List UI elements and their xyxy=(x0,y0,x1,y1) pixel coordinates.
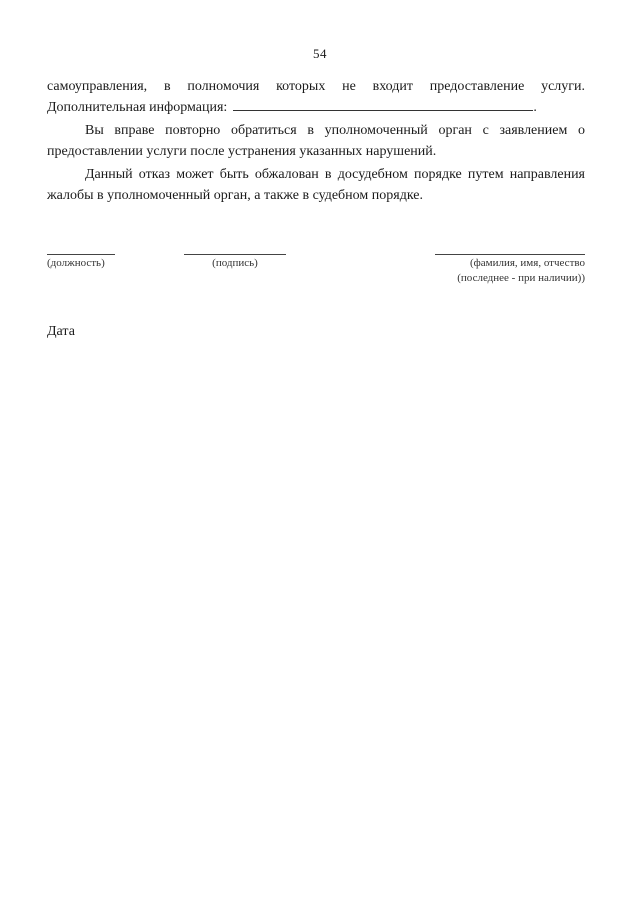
line-1-text: самоуправления, в полномочия которых не входит предоставление услуги. xyxy=(47,79,585,94)
paragraph-reapply: Вы вправе повторно обратиться в уполномоченный орган с заявлением о предоставлении услуги после устранения указанных нарушений. xyxy=(47,123,585,159)
position-caption: (должность) xyxy=(47,257,105,269)
position-block xyxy=(47,240,115,270)
additional-info-label: Дополнительная информация: xyxy=(47,99,228,115)
document-body xyxy=(47,77,585,206)
signature-line xyxy=(184,254,286,255)
position-line xyxy=(47,254,115,255)
name-line xyxy=(435,254,585,255)
name-caption-line-2: (последнее - при наличии)) xyxy=(457,272,585,284)
additional-info-end: . xyxy=(533,99,537,115)
signature-caption: (подпись) xyxy=(212,257,258,269)
additional-info-fill-line xyxy=(233,98,533,111)
name-block xyxy=(435,240,585,285)
page-number: 54 xyxy=(313,46,327,61)
date-label: Дата xyxy=(47,324,75,339)
name-caption-line-1: (фамилия, имя, отчество xyxy=(469,257,585,269)
body-line-1 xyxy=(47,77,585,98)
paragraph-appeal: Данный отказ может быть обжалован в досудебном порядке путем направления жалобы в уполномоченный орган, а также в судебном порядке. xyxy=(47,167,585,203)
additional-info-line xyxy=(47,98,585,119)
signature-row xyxy=(47,240,585,290)
signature-block xyxy=(184,240,286,270)
